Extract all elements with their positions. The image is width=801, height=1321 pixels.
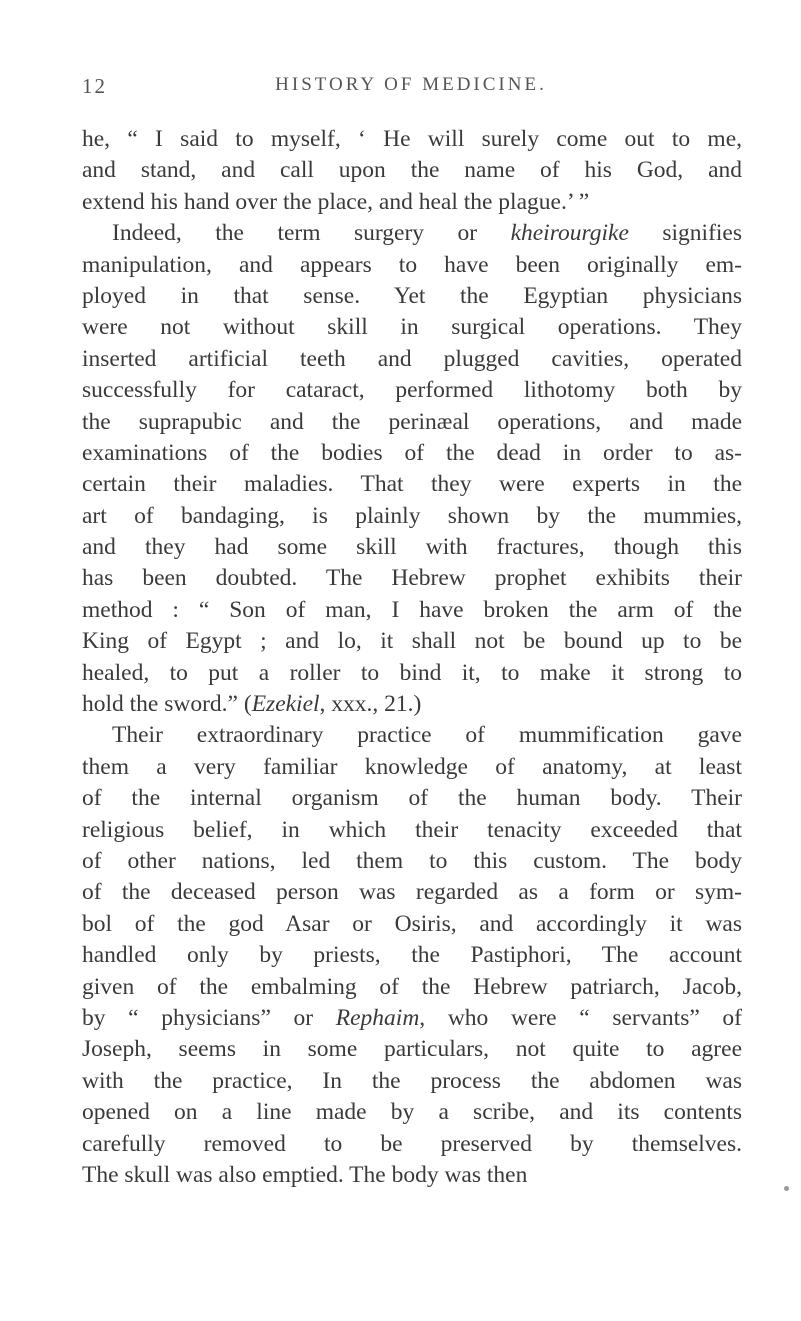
text-line [82,344,742,375]
text-segment: healed, to put a roller to bind it, to make it strong to [82,659,742,686]
text-segment: were not without skill in surgical operations. They [82,314,742,341]
text-line [82,689,742,720]
text-line [82,250,742,281]
text-segment: carefully removed to be preserved by themselves. [82,1130,742,1157]
text-line [82,1034,742,1065]
text-line [82,940,742,971]
text-line [82,155,742,186]
body-text [82,124,742,1191]
text-segment: handled only by priests, the Pastiphori, The account [82,942,742,969]
text-line [82,626,742,657]
text-segment: ployed in that sense. Yet the Egyptian physicians [82,282,742,309]
text-line [82,312,742,343]
text-line [82,846,742,877]
text-segment: by “ physicians” or [82,1004,336,1031]
page-number: 12 [82,74,107,98]
text-line [82,909,742,940]
text-segment: Indeed, the term surgery or [112,220,511,247]
text-line [82,218,742,249]
text-segment: with the practice, In the process the abdomen was [82,1067,742,1094]
text-segment: opened on a line made by a scribe, and its contents [82,1099,742,1126]
text-line [82,563,742,594]
text-line [82,877,742,908]
text-line [82,752,742,783]
text-line [82,1066,742,1097]
text-line [82,595,742,626]
running-head: HISTORY OF MEDICINE. [275,74,547,95]
text-segment: Rephaim [335,1004,420,1031]
text-segment: successfully for cataract, performed lithotomy both by [82,377,742,404]
text-segment: has been doubted. The Hebrew prophet exhibits their [82,565,742,592]
text-line [82,187,742,218]
text-segment: inserted artificial teeth and plugged cavities, operated [82,345,742,372]
text-line [82,815,742,846]
text-segment: given of the embalming of the Hebrew patriarch, Jacob, [82,973,742,1000]
text-segment: certain their maladies. That they were experts in the [82,471,742,498]
text-segment: method : “ Son of man, I have broken the arm of the [82,596,742,623]
text-segment: signifies [628,220,742,247]
text-line [82,783,742,814]
text-segment: of the deceased person was regarded as a form or sym- [82,879,742,906]
text-segment: art of bandaging, is plainly shown by the mummies, [82,502,742,529]
text-segment: examinations of the bodies of the dead in order to as- [82,439,742,466]
text-line [82,407,742,438]
text-segment: religious belief, in which their tenacity exceeded that [82,816,742,843]
text-segment: of the internal organism of the human body. Their [82,785,742,812]
text-segment: and stand, and call upon the name of his God, and [82,157,742,184]
text-segment: and they had some skill with fractures, though this [82,534,742,561]
text-segment: manipulation, and appears to have been originally em- [82,251,742,278]
text-line [82,532,742,563]
text-line [82,1160,742,1191]
text-segment: bol of the god Asar or Osiris, and accordingly it was [82,910,742,937]
text-segment: of other nations, led them to this custom. The body [82,847,742,874]
text-segment: hold the sword.” ( [82,691,252,718]
text-line [82,375,742,406]
text-line [82,658,742,689]
text-segment: Joseph, seems in some particulars, not quite to agree [82,1036,742,1063]
page-header [82,74,740,104]
text-line [82,1097,742,1128]
text-segment: extend his hand over the place, and heal the plague.’ ” [82,188,590,215]
text-line [82,720,742,751]
print-speck [784,1186,789,1191]
text-line [82,469,742,500]
text-segment: Their extraordinary practice of mummification gave [112,722,742,749]
text-line [82,1129,742,1160]
text-segment: , who were “ servants” of [419,1004,742,1031]
text-segment: , xxx., 21.) [319,691,422,718]
text-segment: he, “ I said to myself, ‘ He will surely come out to me, [82,126,742,152]
text-line [82,972,742,1003]
text-segment: Ezekiel [251,691,320,718]
text-line [82,124,742,155]
text-line [82,281,742,312]
text-line [82,438,742,469]
text-line [82,1003,742,1034]
text-line [82,501,742,532]
text-segment: the suprapubic and the perinæal operations, and made [82,408,742,435]
text-segment: King of Egypt ; and lo, it shall not be bound up to be [82,628,742,655]
text-segment: them a very familiar knowledge of anatomy, at least [82,753,742,780]
text-segment: kheirourgike [510,220,629,247]
text-segment: The skull was also emptied. The body was then [82,1161,528,1188]
